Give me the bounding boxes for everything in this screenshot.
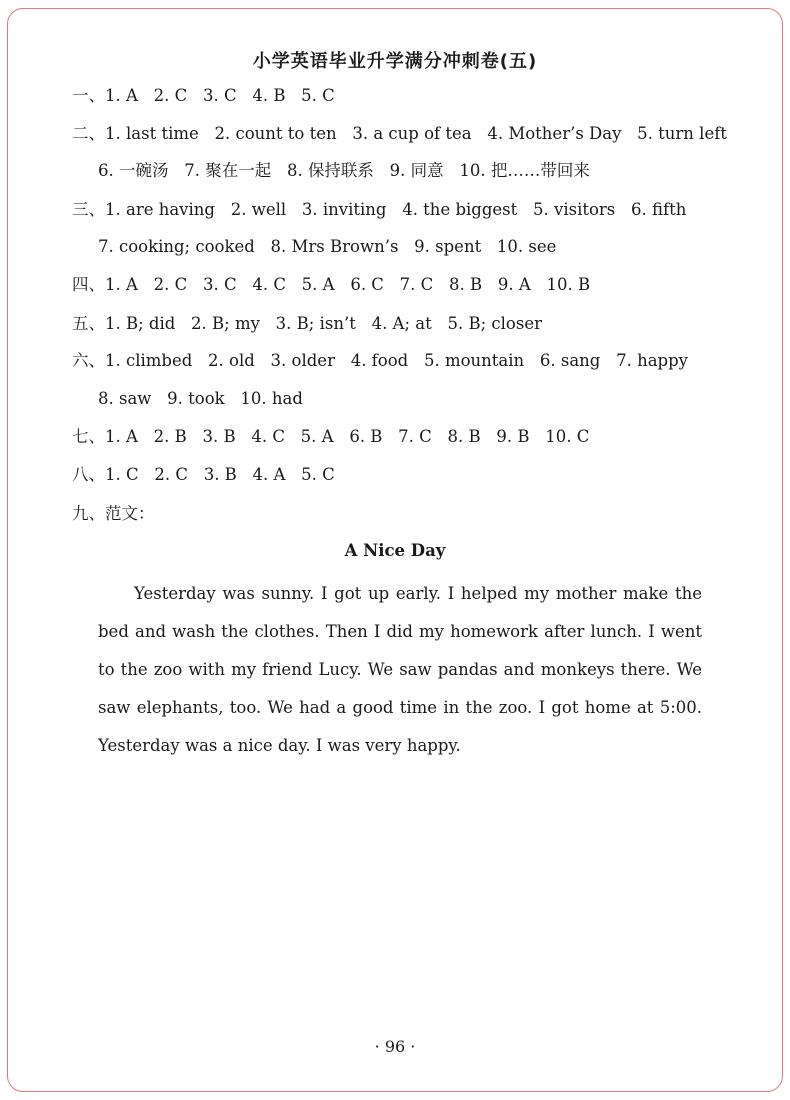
answer-section-2-line-2: 6. 一碗汤 7. 聚在一起 8. 保持联系 9. 同意 10. 把……带回来 xyxy=(98,161,590,180)
answer-section-5: 五、1. B; did 2. B; my 3. B; isn’t 4. A; at 5. B; closer xyxy=(72,314,542,333)
answer-section-3-line-2: 7. cooking; cooked 8. Mrs Brown’s 9. spent 10. see xyxy=(98,237,557,256)
answer-section-1: 一、1. A 2. C 3. C 4. B 5. C xyxy=(72,86,335,105)
answer-section-3-line-1: 三、1. are having 2. well 3. inviting 4. the biggest 5. visitors 6. fifth xyxy=(72,200,687,219)
essay-body: Yesterday was sunny. I got up early. I helped my mother make the bed and wash the clothes. Then I did my homework after lunch. I went to the zoo with my friend Lucy. We saw pandas and monkeys there. We saw elephants, too. We had a good time in the zoo. I got home at 5:00. Yesterday was a nice day. I was very happy. xyxy=(98,584,702,755)
answer-section-4: 四、1. A 2. C 3. C 4. C 5. A 6. C 7. C 8. B 9. A 10. B xyxy=(72,275,591,294)
essay-title: A Nice Day xyxy=(344,541,446,560)
answer-section-7: 七、1. A 2. B 3. B 4. C 5. A 6. B 7. C 8. B 9. B 10. C xyxy=(72,427,590,446)
answer-section-9-label: 九、范文： xyxy=(72,504,155,523)
answer-section-6-line-2: 8. saw 9. took 10. had xyxy=(98,389,303,408)
answer-section-6-line-1: 六、1. climbed 2. old 3. older 4. food 5. mountain 6. sang 7. happy xyxy=(72,351,688,370)
answer-section-2-line-1: 二、1. last time 2. count to ten 3. a cup of tea 4. Mother’s Day 5. turn left xyxy=(72,124,727,143)
page-title: 小学英语毕业升学满分冲刺卷(五) xyxy=(252,51,538,72)
page-number: · 96 · xyxy=(374,1037,416,1056)
answer-section-8: 八、1. C 2. C 3. B 4. A 5. C xyxy=(72,465,335,484)
